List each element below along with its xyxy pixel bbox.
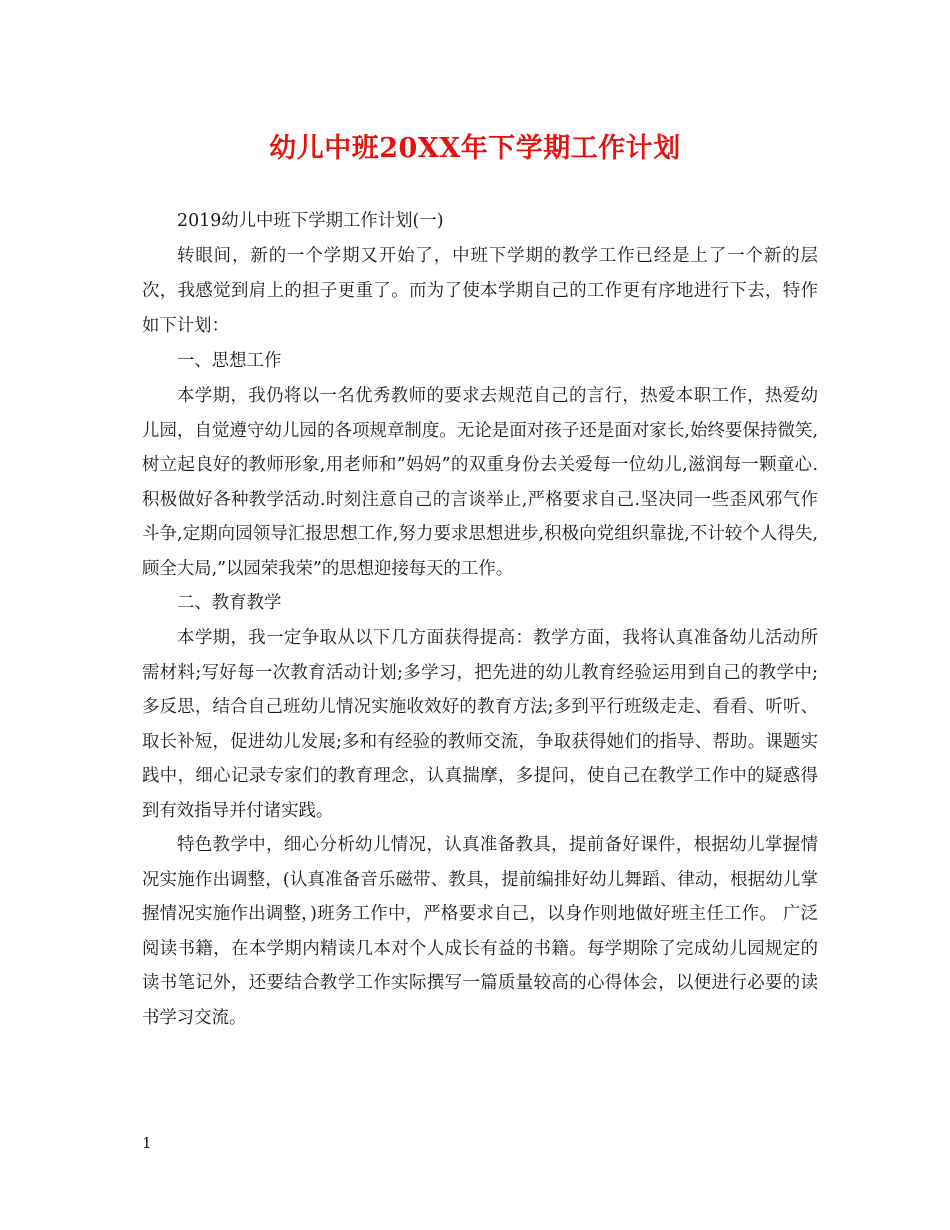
- document-subtitle: 2019幼儿中班下学期工作计划(一): [177, 211, 444, 231]
- paragraph-featured-teaching: 特色教学中，细心分析幼儿情况，认真准备教具，提前备好课件，根据幼儿掌握情况实施作出调整，(认真准备音乐磁带、教具，提前编排好幼儿舞蹈、律动，根据幼儿掌握情况实施作出调整，)班务工作中，严格要求自己，以身作则地做好班主任工作。 广泛阅读书籍，在本学期内精读几本对个人成长有益的书籍。每学期除了完成幼儿园规定的读书笔记外，还要结合教学工作实际撰写一篇质量较高的心得体会，以便进行必要的读书学习交流。: [142, 835, 818, 1028]
- paragraph-education-teaching: 本学期，我一定争取从以下几方面获得提高：教学方面，我将认真准备幼儿活动所需材料;写好每一次教育活动计划;多学习，把先进的幼儿教育经验运用到自己的教学中;多反思，结合自己班幼儿情况实施收效好的教育方法;多到平行班级走走、看看、听听、取长补短，促进幼儿发展;多和有经验的教师交流，争取获得她们的指导、帮助。课题实践中，细心记录专家们的教育理念，认真揣摩，多提问，使自己在教学工作中的疑惑得到有效指导并付诸实践。: [142, 628, 818, 821]
- page-number: 1: [142, 1134, 152, 1152]
- section-heading-thought-work: 一、思想工作: [177, 351, 282, 371]
- paragraph-intro: 转眼间，新的一个学期又开始了，中班下学期的教学工作已经是上了一个新的层次，我感觉到肩上的担子更重了。而为了使本学期自己的工作更有序地进行下去，特作如下计划：: [142, 246, 818, 336]
- section-heading-education-teaching: 二、教育教学: [177, 593, 282, 613]
- document-title: 幼儿中班20XX年下学期工作计划: [269, 133, 681, 164]
- document-body: [142, 204, 818, 1035]
- paragraph-thought-work: 本学期，我仍将以一名优秀教师的要求去规范自己的言行，热爱本职工作，热爱幼儿园，自觉遵守幼儿园的各项规章制度。无论是面对孩子还是面对家长,始终要保持微笑,树立起良好的教师形象,用老师和”妈妈”的双重身份去关爱每一位幼儿,滋润每一颗童心.积极做好各种教学活动.时刻注意自己的言谈举止,严格要求自己.坚决同一些歪风邪气作斗争,定期向园领导汇报思想工作,努力要求思想进步,积极向党组织靠拢,不计较个人得失,顾全大局,”以园荣我荣”的思想迎接每天的工作。: [142, 386, 818, 579]
